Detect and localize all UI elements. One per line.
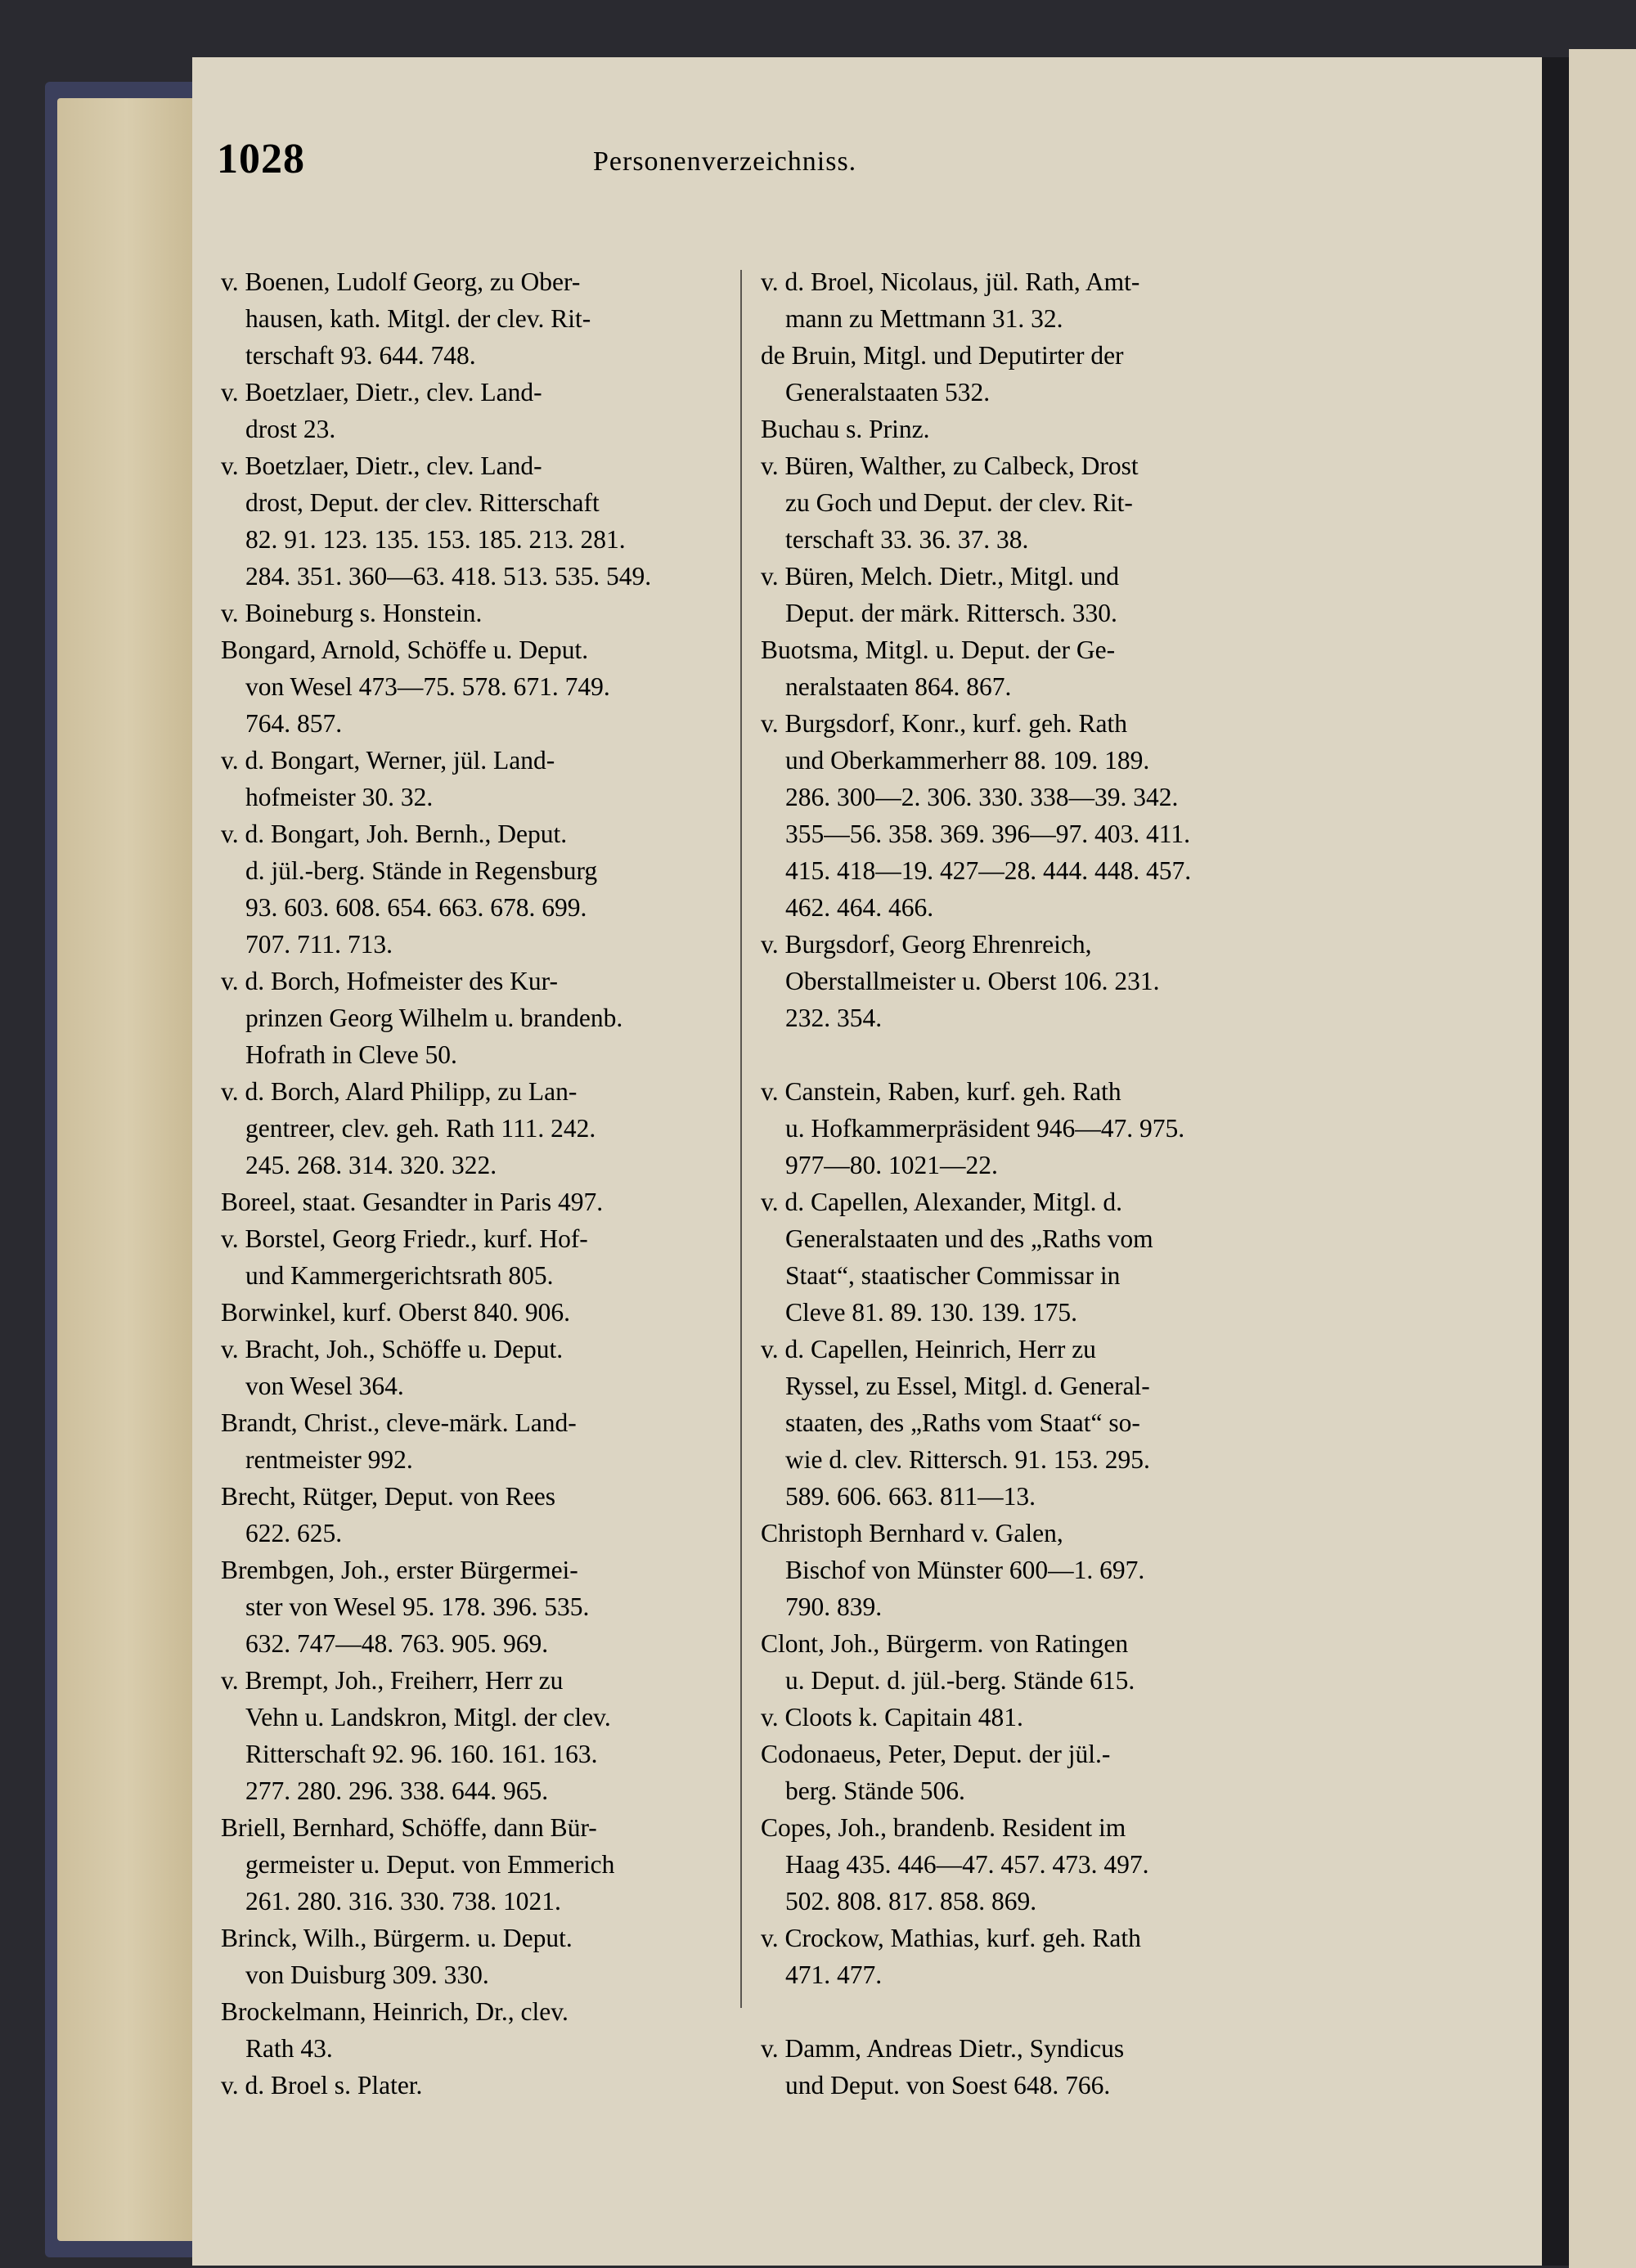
section-gap xyxy=(761,1993,1460,2030)
index-entry-heading-line: Boreel, staat. Gesandter in Paris 497. xyxy=(221,1188,604,1216)
index-entry-heading-line: Clont, Joh., Bürgerm. von Ratingen xyxy=(761,1629,1129,1658)
index-entry-continuation-line: 471. 477. xyxy=(785,1960,883,1989)
index-entry-continuation-line: 286. 300—2. 306. 330. 338—39. 342. xyxy=(785,783,1179,811)
index-entry-heading-line: v. Brempt, Joh., Freiherr, Herr zu xyxy=(221,1666,564,1695)
index-entry-continuation-line: 277. 280. 296. 338. 644. 965. xyxy=(245,1776,549,1805)
index-entry-heading-line: v. d. Borch, Hofmeister des Kur- xyxy=(221,967,558,995)
index-entry-continuation-line: germeister u. Deput. von Emmerich xyxy=(245,1850,615,1879)
index-entry xyxy=(761,1331,1460,1515)
index-entry-continuation-line: 977—80. 1021—22. xyxy=(785,1151,998,1179)
index-entry-continuation-line: Generalstaaten und des „Raths vom xyxy=(785,1224,1153,1253)
index-entry-continuation-line: Vehn u. Landskron, Mitgl. der clev. xyxy=(245,1703,611,1731)
index-entry-continuation-line: hofmeister 30. 32. xyxy=(245,783,434,811)
index-entry xyxy=(761,263,1460,337)
index-entry-continuation-line: mann zu Mettmann 31. 32. xyxy=(785,304,1063,333)
index-entry xyxy=(761,2030,1460,2104)
index-entry-continuation-line: 764. 857. xyxy=(245,709,343,738)
index-entry-continuation-line: Rath 43. xyxy=(245,2034,333,2063)
index-entry-heading-line: v. d. Capellen, Heinrich, Herr zu xyxy=(761,1335,1096,1363)
index-entry-continuation-line: gentreer, clev. geh. Rath 111. 242. xyxy=(245,1114,596,1143)
index-entry-continuation-line: 415. 418—19. 427—28. 444. 448. 457. xyxy=(785,856,1192,885)
index-entry-heading-line: v. Burgsdorf, Konr., kurf. geh. Rath xyxy=(761,709,1127,738)
index-entry-continuation-line: Hofrath in Cleve 50. xyxy=(245,1040,457,1069)
index-entry-continuation-line: wie d. clev. Rittersch. 91. 153. 295. xyxy=(785,1445,1150,1474)
index-entry-heading-line: v. Burgsdorf, Georg Ehrenreich, xyxy=(761,930,1092,959)
index-entry-continuation-line: 707. 711. 713. xyxy=(245,930,393,959)
index-entry-continuation-line: und Oberkammerherr 88. 109. 189. xyxy=(785,746,1150,775)
index-entry-heading-line: Copes, Joh., brandenb. Resident im xyxy=(761,1813,1126,1842)
index-entry-heading-line: Christoph Bernhard v. Galen, xyxy=(761,1519,1063,1547)
index-entry-heading-line: v. Borstel, Georg Friedr., kurf. Hof- xyxy=(221,1224,588,1253)
index-entry xyxy=(761,1515,1460,1625)
index-entry-continuation-line: von Duisburg 309. 330. xyxy=(245,1960,489,1989)
index-entry-heading-line: v. d. Capellen, Alexander, Mitgl. d. xyxy=(761,1188,1122,1216)
index-entry xyxy=(761,337,1460,411)
page-stack-edge xyxy=(57,98,196,2241)
index-entry xyxy=(761,631,1460,705)
index-entry-continuation-line: Haag 435. 446—47. 457. 473. 497. xyxy=(785,1850,1149,1879)
index-entry-continuation-line: neralstaaten 864. 867. xyxy=(785,672,1012,701)
index-entry-continuation-line: berg. Stände 506. xyxy=(785,1776,965,1805)
index-entry-continuation-line: und Deput. von Soest 648. 766. xyxy=(785,2071,1111,2100)
index-entry-continuation-line: 232. 354. xyxy=(785,1004,883,1032)
index-entry-continuation-line: drost, Deput. der clev. Ritterschaft xyxy=(245,488,600,517)
index-entry-continuation-line: prinzen Georg Wilhelm u. brandenb. xyxy=(245,1004,623,1032)
index-entry-heading-line: Brecht, Rütger, Deput. von Rees xyxy=(221,1482,556,1511)
index-entry-continuation-line: u. Hofkammerpräsident 946—47. 975. xyxy=(785,1114,1185,1143)
running-title: Personenverzeichniss. xyxy=(593,146,857,177)
index-column-right xyxy=(761,263,1460,2104)
index-entry-continuation-line: 245. 268. 314. 320. 322. xyxy=(245,1151,497,1179)
column-divider xyxy=(740,270,742,2008)
index-entry-heading-line: v. Büren, Melch. Dietr., Mitgl. und xyxy=(761,562,1120,591)
index-entry-continuation-line: 622. 625. xyxy=(245,1519,343,1547)
index-entry-continuation-line: 502. 808. 817. 858. 869. xyxy=(785,1887,1037,1915)
index-entry-heading-line: v. Cloots k. Capitain 481. xyxy=(761,1703,1023,1731)
index-entry-continuation-line: Ryssel, zu Essel, Mitgl. d. General- xyxy=(785,1372,1150,1400)
index-entry-continuation-line: und Kammergerichtsrath 805. xyxy=(245,1261,554,1290)
index-entry-continuation-line: Ritterschaft 92. 96. 160. 161. 163. xyxy=(245,1740,598,1768)
index-entry-continuation-line: 261. 280. 316. 330. 738. 1021. xyxy=(245,1887,561,1915)
index-entry-heading-line: v. Damm, Andreas Dietr., Syndicus xyxy=(761,2034,1125,2063)
index-entry-continuation-line: 82. 91. 123. 135. 153. 185. 213. 281. xyxy=(245,525,626,554)
index-entry-heading-line: Borwinkel, kurf. Oberst 840. 906. xyxy=(221,1298,570,1327)
index-entry-continuation-line: von Wesel 473—75. 578. 671. 749. xyxy=(245,672,610,701)
index-entry-continuation-line: 93. 603. 608. 654. 663. 678. 699. xyxy=(245,893,587,922)
index-entry xyxy=(761,411,1460,447)
index-entry-continuation-line: 284. 351. 360—63. 418. 513. 535. 549. xyxy=(245,562,652,591)
index-entry xyxy=(761,1920,1460,1993)
index-entry-continuation-line: terschaft 33. 36. 37. 38. xyxy=(785,525,1029,554)
index-entry-continuation-line: zu Goch und Deput. der clev. Rit- xyxy=(785,488,1133,517)
section-gap xyxy=(761,1036,1460,1073)
index-entry-continuation-line: Oberstallmeister u. Oberst 106. 231. xyxy=(785,967,1160,995)
index-entry-continuation-line: d. jül.-berg. Stände in Regensburg xyxy=(245,856,598,885)
index-entry xyxy=(761,1073,1460,1183)
index-entry-heading-line: Briell, Bernhard, Schöffe, dann Bür- xyxy=(221,1813,597,1842)
index-entry xyxy=(761,705,1460,926)
index-entry-continuation-line: 355—56. 358. 369. 396—97. 403. 411. xyxy=(785,820,1190,848)
index-entry-heading-line: Codonaeus, Peter, Deput. der jül.- xyxy=(761,1740,1111,1768)
index-entry-heading-line: v. Bracht, Joh., Schöffe u. Deput. xyxy=(221,1335,564,1363)
index-entry-continuation-line: Staat“, staatischer Commissar in xyxy=(785,1261,1121,1290)
index-entry-continuation-line: von Wesel 364. xyxy=(245,1372,404,1400)
index-entry xyxy=(761,1736,1460,1809)
index-entry-continuation-line: hausen, kath. Mitgl. der clev. Rit- xyxy=(245,304,591,333)
book-gutter xyxy=(1538,57,1569,2266)
page-header xyxy=(217,135,1067,200)
index-entry xyxy=(761,1183,1460,1331)
index-entry-heading-line: de Bruin, Mitgl. und Deputirter der xyxy=(761,341,1124,370)
index-entry-continuation-line: 589. 606. 663. 811—13. xyxy=(785,1482,1036,1511)
page-number: 1028 xyxy=(217,136,305,182)
index-entry-heading-line: v. Boenen, Ludolf Georg, zu Ober- xyxy=(221,267,581,296)
index-entry-heading-line: Bongard, Arnold, Schöffe u. Deput. xyxy=(221,635,589,664)
index-entry-heading-line: v. Büren, Walther, zu Calbeck, Drost xyxy=(761,451,1139,480)
index-entry-continuation-line: Deput. der märk. Rittersch. 330. xyxy=(785,599,1117,627)
index-entry-continuation-line: terschaft 93. 644. 748. xyxy=(245,341,476,370)
index-entry-heading-line: v. Boetzlaer, Dietr., clev. Land- xyxy=(221,451,542,480)
index-entry-heading-line: v. d. Bongart, Werner, jül. Land- xyxy=(221,746,555,775)
index-entry-heading-line: v. Crockow, Mathias, kurf. geh. Rath xyxy=(761,1924,1141,1952)
index-entry-continuation-line: Generalstaaten 532. xyxy=(785,378,991,406)
index-entry-heading-line: Brembgen, Joh., erster Bürgermei- xyxy=(221,1556,578,1584)
index-entry-heading-line: v. Canstein, Raben, kurf. geh. Rath xyxy=(761,1077,1121,1106)
index-entry-heading-line: v. Boineburg s. Honstein. xyxy=(221,599,483,627)
index-entry-continuation-line: Cleve 81. 89. 130. 139. 175. xyxy=(785,1298,1077,1327)
index-entry-heading-line: v. d. Borch, Alard Philipp, zu Lan- xyxy=(221,1077,578,1106)
index-entry-continuation-line: drost 23. xyxy=(245,415,336,443)
index-entry xyxy=(761,447,1460,558)
index-entry xyxy=(761,558,1460,631)
index-entry xyxy=(761,926,1460,1036)
index-entry-continuation-line: rentmeister 992. xyxy=(245,1445,413,1474)
index-entry-heading-line: v. d. Broel s. Plater. xyxy=(221,2071,423,2100)
index-entry-continuation-line: u. Deput. d. jül.-berg. Stände 615. xyxy=(785,1666,1135,1695)
index-entry-heading-line: v. Boetzlaer, Dietr., clev. Land- xyxy=(221,378,542,406)
index-entry-continuation-line: Bischof von Münster 600—1. 697. xyxy=(785,1556,1145,1584)
index-entry-heading-line: Buchau s. Prinz. xyxy=(761,415,930,443)
index-entry xyxy=(761,1699,1460,1736)
index-entry-heading-line: v. d. Broel, Nicolaus, jül. Rath, Amt- xyxy=(761,267,1140,296)
index-entry-heading-line: Brockelmann, Heinrich, Dr., clev. xyxy=(221,1997,569,2026)
index-entry xyxy=(761,1809,1460,1920)
facing-page-edge xyxy=(1569,49,1636,2268)
index-entry-continuation-line: staaten, des „Raths vom Staat“ so- xyxy=(785,1408,1140,1437)
index-entry-heading-line: Brinck, Wilh., Bürgerm. u. Deput. xyxy=(221,1924,573,1952)
index-entry-continuation-line: 462. 464. 466. xyxy=(785,893,934,922)
index-entry-heading-line: Brandt, Christ., cleve-märk. Land- xyxy=(221,1408,577,1437)
index-entry-heading-line: Buotsma, Mitgl. u. Deput. der Ge- xyxy=(761,635,1116,664)
index-entry-heading-line: v. d. Bongart, Joh. Bernh., Deput. xyxy=(221,820,568,848)
index-entry-continuation-line: 632. 747—48. 763. 905. 969. xyxy=(245,1629,549,1658)
index-entry-continuation-line: 790. 839. xyxy=(785,1592,883,1621)
index-entry-continuation-line: ster von Wesel 95. 178. 396. 535. xyxy=(245,1592,590,1621)
index-entry xyxy=(761,1625,1460,1699)
